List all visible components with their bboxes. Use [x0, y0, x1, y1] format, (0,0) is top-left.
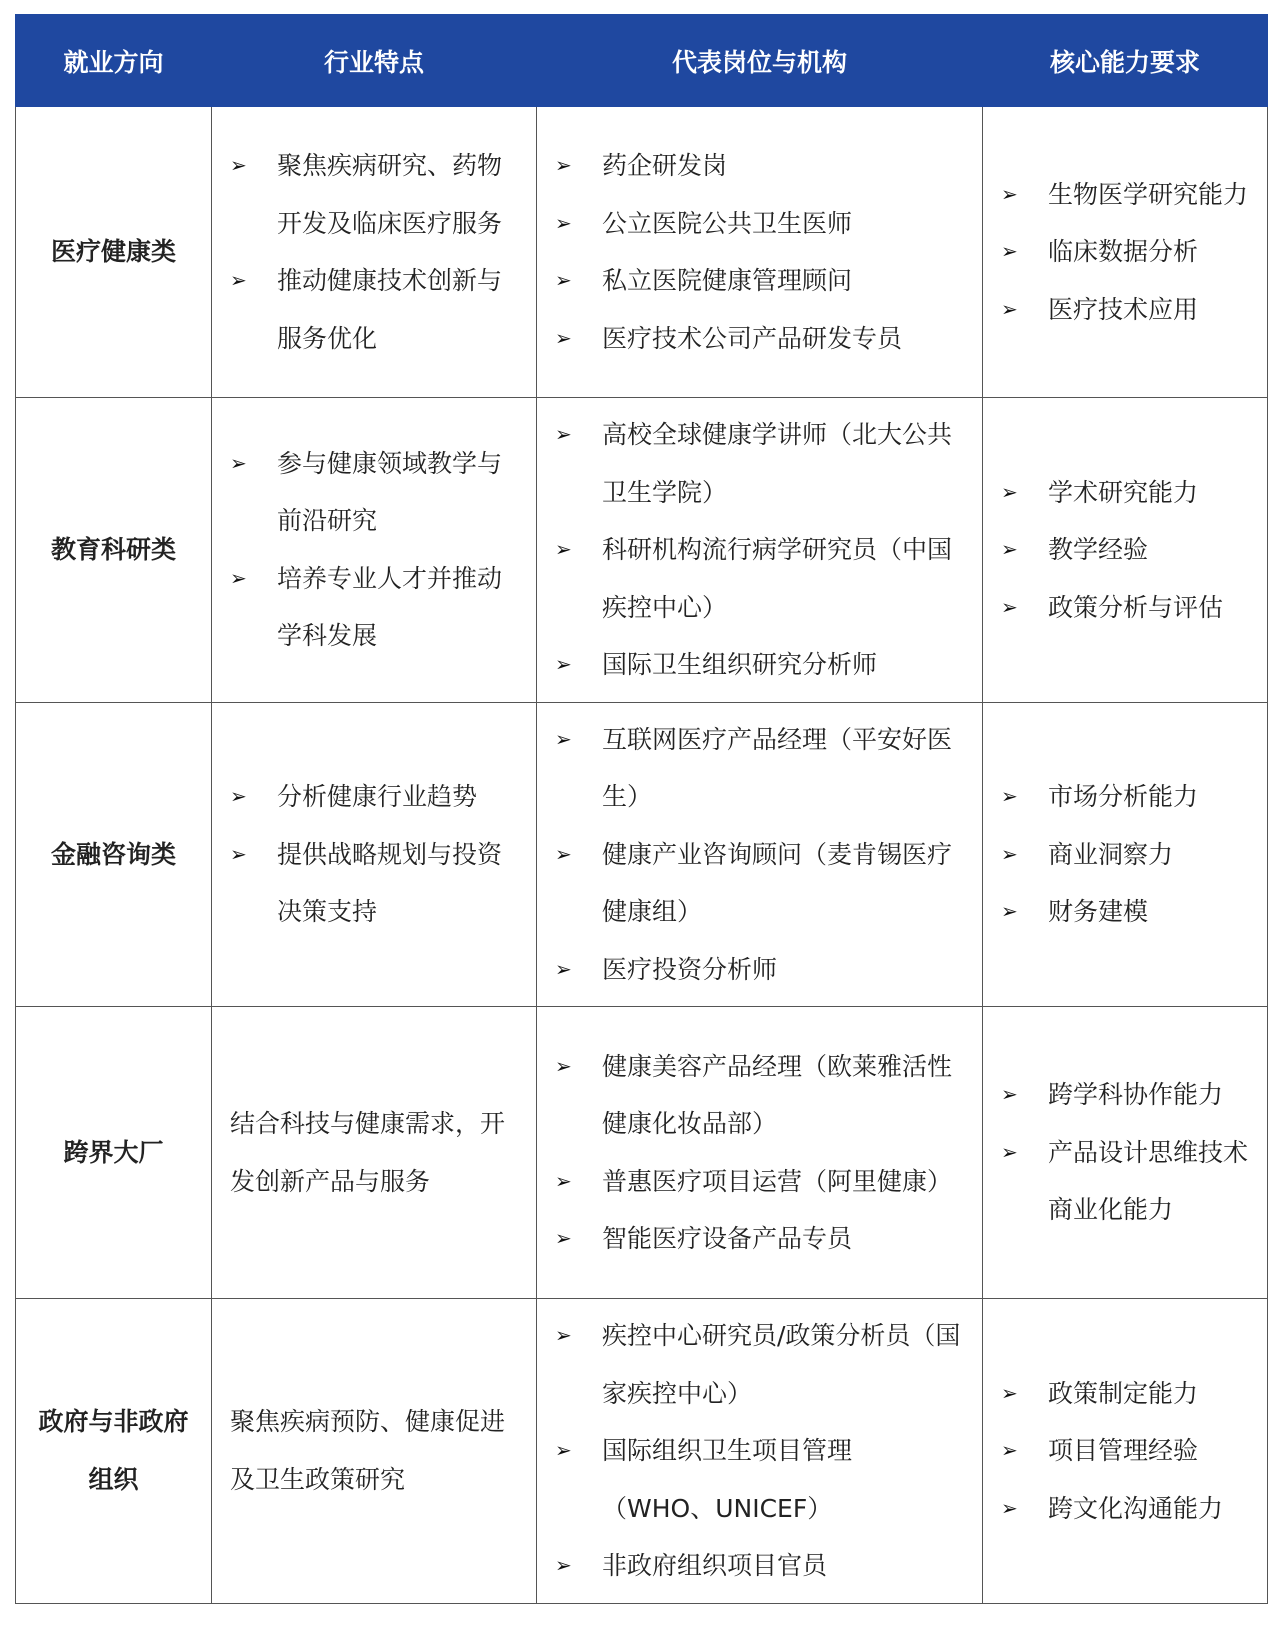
arrow-bullet-icon: ➢ — [1001, 239, 1018, 264]
list-item: ➢ 智能医疗设备产品专员 — [555, 1210, 964, 1268]
arrow-bullet-icon: ➢ — [230, 268, 247, 292]
arrow-bullet-icon: ➢ — [1001, 1139, 1018, 1164]
list-item: ➢ 国际组织卫生项目管理（WHO、UNICEF） — [555, 1422, 964, 1537]
career-table-container — [15, 14, 1267, 1604]
list-item: ➢ 疾控中心研究员/政策分析员（国家疾控中心） — [555, 1307, 964, 1422]
table-row — [16, 107, 1268, 398]
arrow-bullet-icon: ➢ — [555, 325, 572, 350]
list-item: ➢ 科研机构流行病学研究员（中国疾控中心） — [555, 521, 964, 636]
header-skills: 核心能力要求 — [983, 15, 1268, 107]
list-item: ➢ 公立医院公共卫生医师 — [555, 195, 964, 253]
list-item: ➢ 分析健康行业趋势 — [230, 768, 518, 826]
list-item: ➢ 培养专业人才并推动学科发展 — [230, 550, 518, 665]
arrow-bullet-icon: ➢ — [555, 1323, 572, 1347]
features-cell — [212, 398, 537, 703]
header-direction: 就业方向 — [16, 15, 212, 107]
list-item: ➢ 参与健康领域教学与前沿研究 — [230, 435, 518, 550]
table-row — [16, 1007, 1268, 1299]
list-item: ➢ 医疗技术公司产品研发专员 — [555, 310, 964, 368]
arrow-bullet-icon: ➢ — [555, 1553, 572, 1577]
list-item: ➢ 政策制定能力 — [1001, 1365, 1249, 1423]
arrow-bullet-icon: ➢ — [555, 210, 572, 235]
positions-cell — [537, 1299, 983, 1604]
header-features: 行业特点 — [212, 15, 537, 107]
arrow-bullet-icon: ➢ — [1001, 537, 1018, 561]
direction-cell: 跨界大厂 — [16, 1007, 212, 1299]
features-text: 结合科技与健康需求，开发创新产品与服务 — [230, 1109, 506, 1196]
table-row — [16, 398, 1268, 703]
direction-cell: 金融咨询类 — [16, 702, 212, 1007]
skills-cell — [983, 1007, 1268, 1299]
skills-cell — [983, 398, 1268, 703]
list-item: ➢ 政策分析与评估 — [1001, 579, 1249, 637]
arrow-bullet-icon: ➢ — [1001, 1082, 1018, 1107]
list-item: ➢ 商业洞察力 — [1001, 826, 1249, 884]
direction-cell: 教育科研类 — [16, 398, 212, 703]
arrow-bullet-icon: ➢ — [1001, 296, 1018, 321]
list-item: ➢ 互联网医疗产品经理（平安好医生） — [555, 711, 964, 826]
list-item: ➢ 医疗投资分析师 — [555, 941, 964, 999]
arrow-bullet-icon: ➢ — [555, 652, 572, 676]
list-item: ➢ 财务建模 — [1001, 883, 1249, 941]
list-item: ➢ 国际卫生组织研究分析师 — [555, 636, 964, 694]
list-item: ➢ 项目管理经验 — [1001, 1422, 1249, 1480]
arrow-bullet-icon: ➢ — [1001, 841, 1018, 866]
features-cell — [212, 1299, 537, 1604]
list-item: ➢ 高校全球健康学讲师（北大公共卫生学院） — [555, 406, 964, 521]
features-cell — [212, 107, 537, 398]
arrow-bullet-icon: ➢ — [230, 450, 247, 475]
arrow-bullet-icon: ➢ — [555, 841, 572, 866]
features-text: 聚焦疾病预防、健康促进及卫生政策研究 — [230, 1407, 506, 1494]
list-item: ➢ 跨文化沟通能力 — [1001, 1480, 1249, 1538]
direction-cell: 政府与非政府组织 — [16, 1299, 212, 1604]
arrow-bullet-icon: ➢ — [230, 841, 247, 866]
arrow-bullet-icon: ➢ — [1001, 594, 1018, 619]
arrow-bullet-icon: ➢ — [1001, 899, 1018, 923]
positions-cell — [537, 702, 983, 1007]
list-item: ➢ 学术研究能力 — [1001, 464, 1249, 522]
arrow-bullet-icon: ➢ — [1001, 1380, 1018, 1405]
arrow-bullet-icon: ➢ — [1001, 784, 1018, 808]
arrow-bullet-icon: ➢ — [230, 153, 247, 177]
features-cell — [212, 1007, 537, 1299]
arrow-bullet-icon: ➢ — [555, 1438, 572, 1462]
positions-cell — [537, 1007, 983, 1299]
list-item: ➢ 聚焦疾病研究、药物开发及临床医疗服务 — [230, 137, 518, 252]
list-item: ➢ 医疗技术应用 — [1001, 281, 1249, 339]
positions-cell — [537, 398, 983, 703]
list-item: ➢ 生物医学研究能力 — [1001, 166, 1249, 224]
skills-cell — [983, 107, 1268, 398]
table-row — [16, 702, 1268, 1007]
arrow-bullet-icon: ➢ — [1001, 1438, 1018, 1462]
table-row — [16, 1299, 1268, 1604]
list-item: ➢ 产品设计思维技术商业化能力 — [1001, 1124, 1249, 1239]
arrow-bullet-icon: ➢ — [555, 268, 572, 292]
arrow-bullet-icon: ➢ — [555, 1053, 572, 1078]
list-item: ➢ 药企研发岗 — [555, 137, 964, 195]
skills-cell — [983, 1299, 1268, 1604]
arrow-bullet-icon: ➢ — [555, 1168, 572, 1193]
arrow-bullet-icon: ➢ — [1001, 1495, 1018, 1520]
list-item: ➢ 普惠医疗项目运营（阿里健康） — [555, 1153, 964, 1211]
arrow-bullet-icon: ➢ — [555, 956, 572, 981]
direction-cell: 医疗健康类 — [16, 107, 212, 398]
arrow-bullet-icon: ➢ — [555, 422, 572, 446]
arrow-bullet-icon: ➢ — [1001, 181, 1018, 206]
list-item: ➢ 提供战略规划与投资决策支持 — [230, 826, 518, 941]
career-table — [15, 14, 1268, 1604]
list-item: ➢ 临床数据分析 — [1001, 223, 1249, 281]
list-item: ➢ 私立医院健康管理顾问 — [555, 252, 964, 310]
list-item: ➢ 跨学科协作能力 — [1001, 1066, 1249, 1124]
arrow-bullet-icon: ➢ — [1001, 479, 1018, 504]
skills-cell — [983, 702, 1268, 1007]
arrow-bullet-icon: ➢ — [230, 784, 247, 808]
list-item: ➢ 市场分析能力 — [1001, 768, 1249, 826]
arrow-bullet-icon: ➢ — [555, 153, 572, 177]
list-item: ➢ 非政府组织项目官员 — [555, 1537, 964, 1595]
features-cell — [212, 702, 537, 1007]
list-item: ➢ 教学经验 — [1001, 521, 1249, 579]
list-item: ➢ 健康产业咨询顾问（麦肯锡医疗健康组） — [555, 826, 964, 941]
arrow-bullet-icon: ➢ — [230, 565, 247, 590]
arrow-bullet-icon: ➢ — [555, 726, 572, 751]
list-item: ➢ 推动健康技术创新与服务优化 — [230, 252, 518, 367]
positions-cell — [537, 107, 983, 398]
header-row — [16, 15, 1268, 107]
list-item: ➢ 健康美容产品经理（欧莱雅活性健康化妆品部） — [555, 1038, 964, 1153]
arrow-bullet-icon: ➢ — [555, 537, 572, 561]
header-positions: 代表岗位与机构 — [537, 15, 983, 107]
arrow-bullet-icon: ➢ — [555, 1226, 572, 1250]
